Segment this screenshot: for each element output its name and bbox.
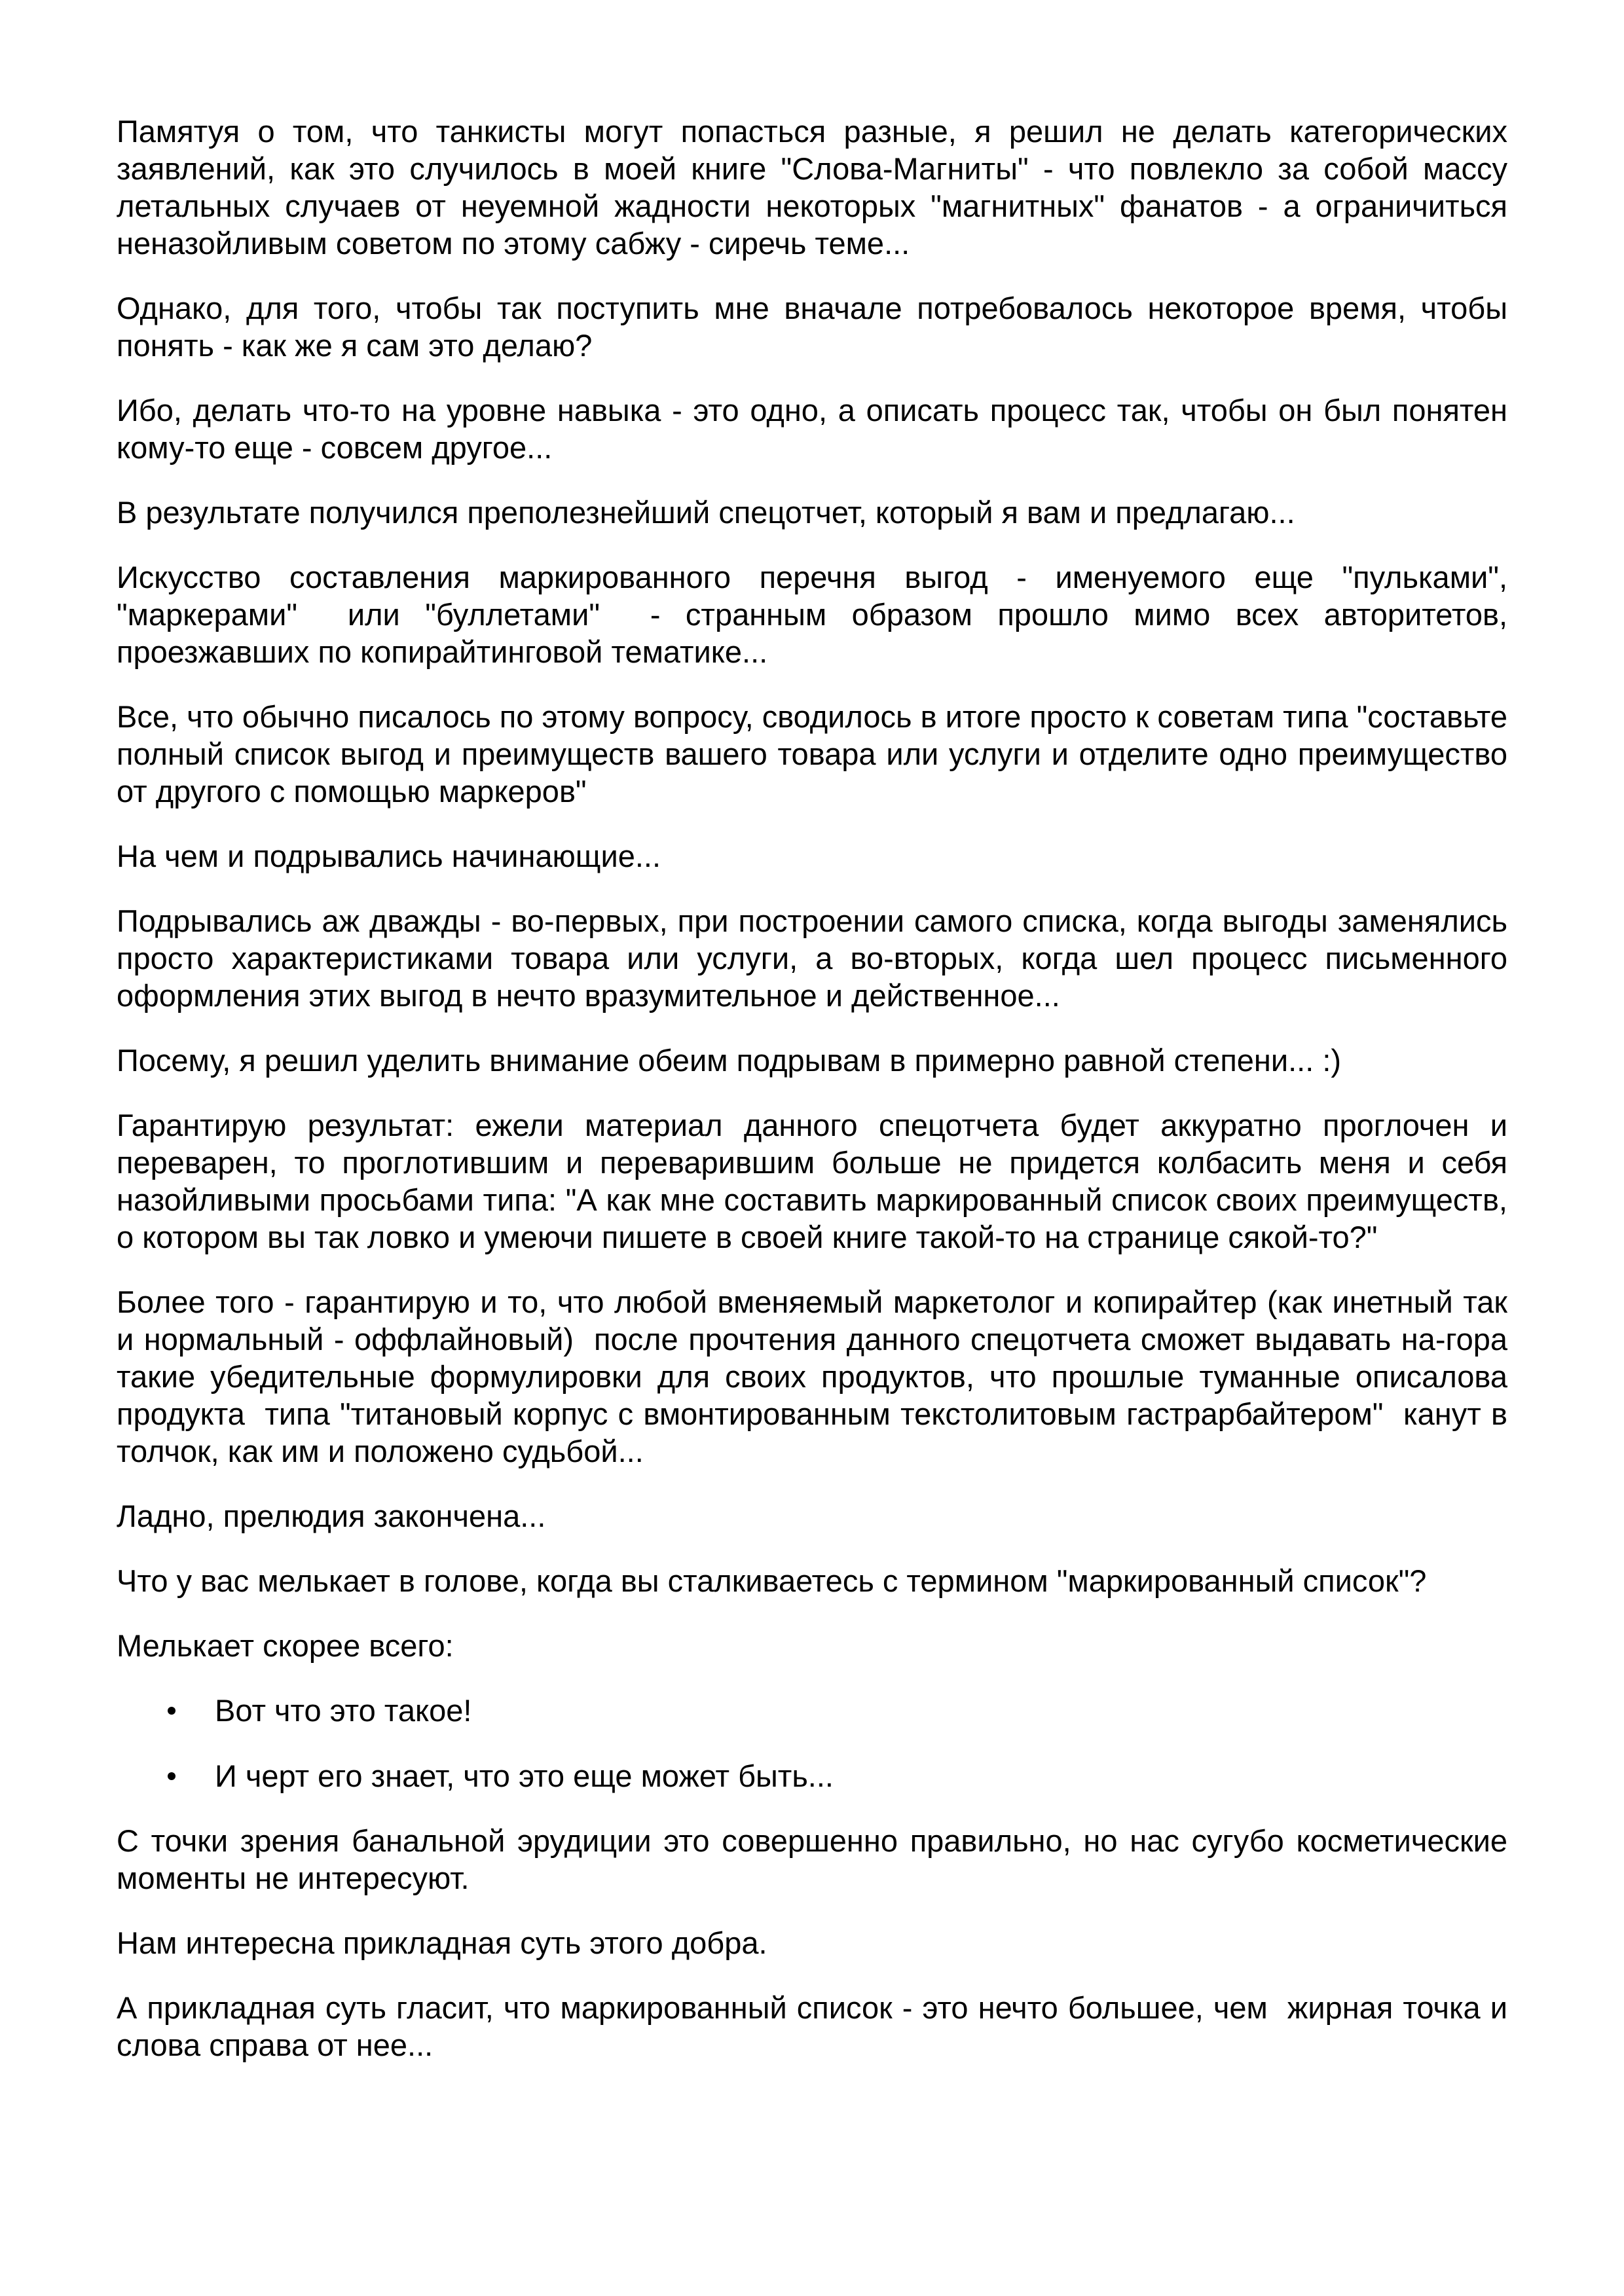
conclusion-section <box>117 1822 1517 2064</box>
paragraph: Однако, для того, чтобы так поступить мне вначале потребовалось некоторое время, чтобы понять - как же я сам это делаю? <box>117 291 1517 363</box>
bullet-dot-icon <box>168 1707 175 1715</box>
paragraph: Подрывались аж дважды - во-первых, при построении самого списка, когда выгоды заменялись просто характеристиками товара или услуги, а во-вторых, когда шел процесс письменного оформления этих выгод в нечто вразумительное и действенное... <box>117 903 1525 1013</box>
paragraph: Более того - гарантирую и то, что любой вменяемый маркетолог и копирайтер (как инетный так и нормальный - оффлайновый) после прочтения данного спецотчета сможет выдавать на-гора такие убедительные формулировки для своих продуктов, что прошлые туманные описалова продукта типа "титановый корпус с вмонтированным текстолитовым гастрарбайтером" канут в толчок, как им и положено судьбой... <box>117 1285 1517 1468</box>
paragraph: Искусство составления маркированного перечня выгод - именуемого еще "пульками", "маркерами" или "буллетами" - странным образом прошло мимо всех авторитетов, проезжавших по копирайтинговой тематике... <box>117 560 1517 669</box>
paragraph: А прикладная суть гласит, что маркированный список - это нечто большее, чем жирная точка и слова справа от нее... <box>117 1990 1517 2062</box>
paragraph: В результате получился преполезнейший спецотчет, который я вам и предлагаю... <box>117 495 1295 530</box>
paragraph: Все, что обычно писалось по этому вопросу, сводилось в итоге просто к советам типа "составьте полный список выгод и преимуществ вашего товара или услуги и отделите одно преимущество от другого с помощью маркеров" <box>117 699 1517 809</box>
paragraph: Памятуя о том, что танкисты могут попасться разные, я решил не делать категорических заявлений, как это случилось в моей книге "Слова-Магниты" - что повлекло за собой массу летальных случаев от неуемной жадности некоторых "магнитных" фанатов - а ограничиться неназойливым советом по этому сабжу - сиречь теме... <box>117 114 1517 261</box>
paragraph: Нам интересна прикладная суть этого добра. <box>117 1925 767 1960</box>
paragraph: С точки зрения банальной эрудиции это совершенно правильно, но нас сугубо косметические моменты не интересуют. <box>117 1823 1517 1895</box>
paragraph: Что у вас мелькает в голове, когда вы сталкиваетесь с термином "маркированный список"? <box>117 1563 1427 1598</box>
paragraph: Ибо, делать что-то на уровне навыка - это одно, а описать процесс так, чтобы он был понятен кому-то еще - совсем другое... <box>117 393 1517 465</box>
intro-section <box>117 113 1525 1664</box>
paragraph: Посему, я решил уделить внимание обеим подрывам в примерно равной степени... :) <box>117 1043 1342 1078</box>
paragraph: Ладно, прелюдия закончена... <box>117 1499 546 1533</box>
list-item-text: Вот что это такое! <box>215 1693 472 1728</box>
paragraph: Мелькает скорее всего: <box>117 1628 454 1663</box>
paragraph: На чем и подрывались начинающие... <box>117 839 661 873</box>
list-item <box>117 1692 1507 1729</box>
list-item <box>117 1757 1507 1795</box>
document-page <box>117 113 1525 2091</box>
list-item-text: И черт его знает, что это еще может быть... <box>215 1758 834 1793</box>
bullet-list <box>117 1692 1507 1795</box>
paragraph: Гарантирую результат: ежели материал данного спецотчета будет аккуратно проглочен и переварен, то проглотившим и переварившим больше не придется колбасить меня и себя назойливыми просьбами типа: "А как мне составить маркированный список своих преимуществ, о котором вы так ловко и умеючи пишете в своей книге такой-то на странице сякой-то?" <box>117 1108 1517 1254</box>
bullet-dot-icon <box>168 1772 175 1780</box>
